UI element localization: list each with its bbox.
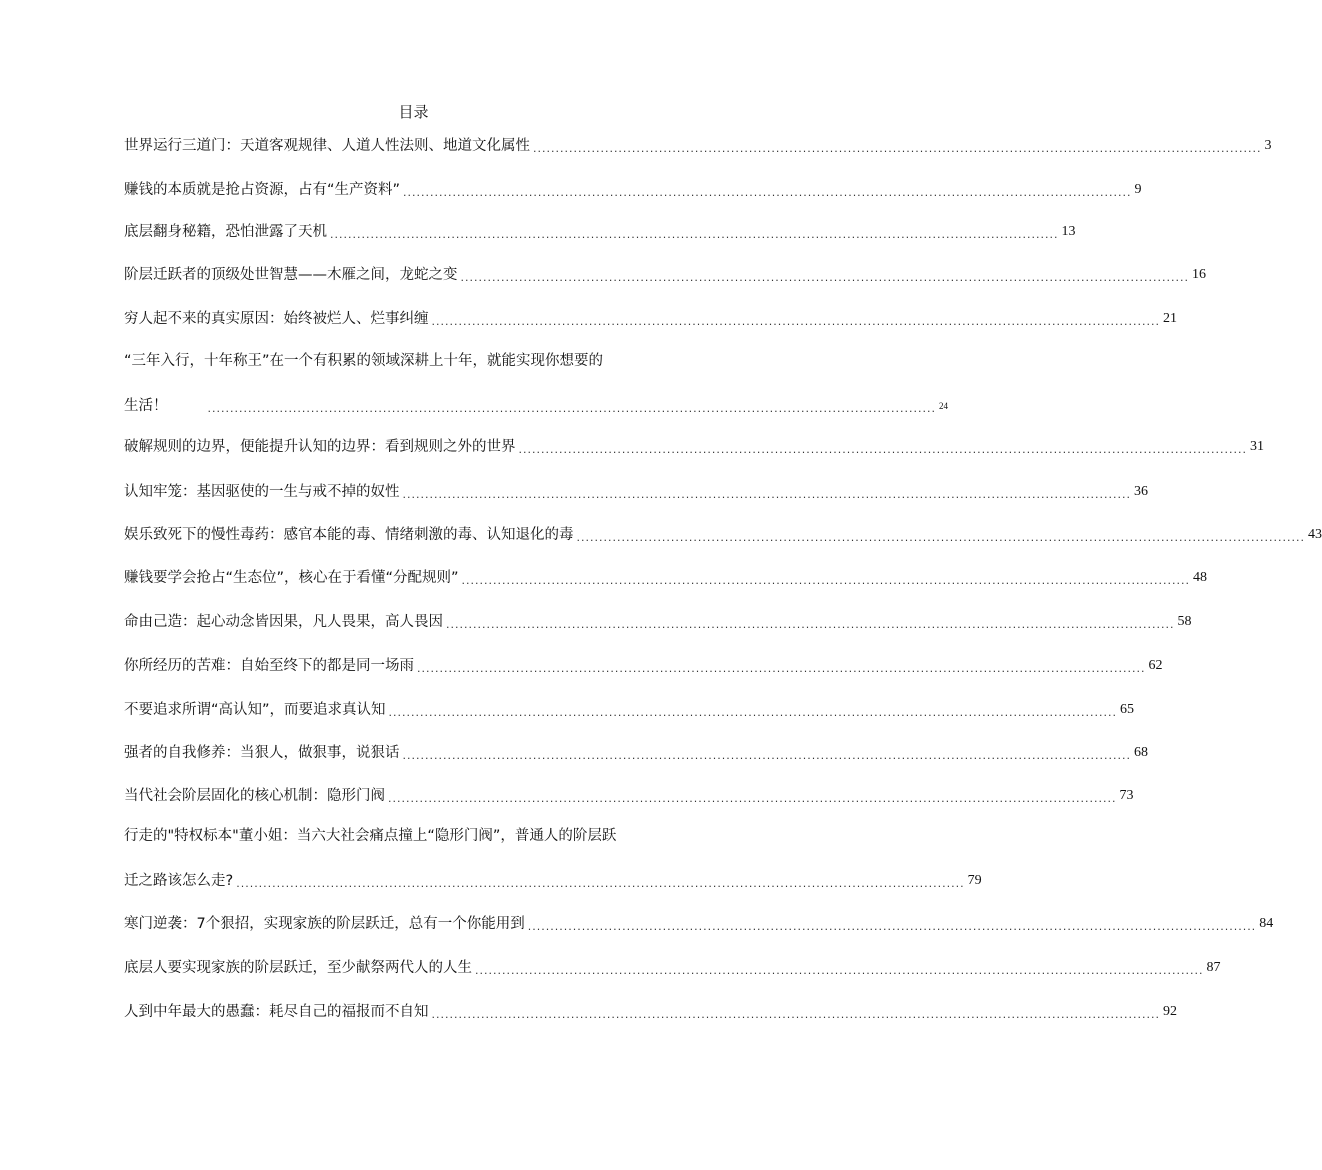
toc-entry[interactable] bbox=[124, 568, 1207, 588]
toc-entry-title: 强者的自我修养：当狠人，做狠事，说狠话 bbox=[124, 745, 400, 761]
toc-entry-title: 你所经历的苦难：自始至终下的都是同一场雨 bbox=[124, 658, 414, 674]
toc-entry-title: 阶层迁跃者的顶级处世智慧——木雁之间，龙蛇之变 bbox=[124, 267, 458, 283]
dot-leader: .................................................................................................................................................................. bbox=[527, 920, 1257, 933]
toc-entry-title: 生活！ bbox=[124, 398, 168, 414]
toc-entry-page: 79 bbox=[967, 873, 982, 888]
toc-entry[interactable] bbox=[124, 265, 1206, 285]
toc-entry-title-line1: 行走的"特权标本"董小姐：当六大社会痛点撞上“隐形门阀”，普通人的阶层跃 bbox=[124, 828, 617, 844]
toc-entry-page: 87 bbox=[1206, 960, 1221, 975]
toc-entry-page: 58 bbox=[1177, 614, 1192, 629]
toc-entry-title: 破解规则的边界，便能提升认知的边界：看到规则之外的世界 bbox=[124, 439, 516, 455]
toc-entry-page: 62 bbox=[1148, 658, 1163, 673]
toc-entry-title: 世界运行三道门：天道客观规律、人道人性法则、地道文化属性 bbox=[124, 138, 530, 154]
toc-entry-page: 3 bbox=[1264, 138, 1272, 153]
dot-leader: .................................................................................................................................................................. bbox=[402, 749, 1131, 762]
toc-entry-title: 认知牢笼：基因驱使的一生与戒不掉的奴性 bbox=[124, 484, 400, 500]
toc-entry-title: 底层翻身秘籍，恐怕泄露了天机 bbox=[124, 224, 327, 240]
dot-leader: .................................................................................................................................................................. bbox=[207, 402, 936, 415]
toc-entry-continued[interactable] bbox=[124, 871, 982, 891]
toc-entry-title: 不要追求所谓“高认知”，而要追求真认知 bbox=[124, 702, 386, 718]
toc-entry-page: 48 bbox=[1193, 570, 1207, 585]
dot-leader: .................................................................................................................................................................. bbox=[446, 618, 1175, 631]
toc-entry-page: 43 bbox=[1307, 527, 1322, 542]
toc-entry-page: 92 bbox=[1162, 1004, 1177, 1019]
toc-entry[interactable] bbox=[124, 826, 702, 846]
toc-entry-title: 赚钱要学会抢占“生态位”，核心在于看懂“分配规则” bbox=[124, 570, 459, 586]
toc-entry[interactable] bbox=[124, 914, 1274, 934]
toc-entry[interactable] bbox=[124, 612, 1192, 632]
toc-entry-title: 当代社会阶层固化的核心机制：隐形门阀 bbox=[124, 788, 385, 804]
toc-entry[interactable] bbox=[124, 700, 1134, 720]
toc-entry-title: 赚钱的本质就是抢占资源，占有“生产资料” bbox=[124, 182, 401, 198]
toc-entry[interactable] bbox=[124, 656, 1163, 676]
toc-entry-page: 21 bbox=[1162, 311, 1177, 326]
toc-entry-page: 24 bbox=[938, 401, 948, 411]
toc-entry-title: 娱乐致死下的慢性毒药：感官本能的毒、情绪刺激的毒、认知退化的毒 bbox=[124, 527, 574, 543]
dot-leader: .................................................................................................................................................................. bbox=[431, 315, 1160, 328]
toc-entry-title: 寒门逆袭：7个狠招，实现家族的阶层跃迁，总有一个你能用到 bbox=[124, 916, 525, 932]
dot-leader: .................................................................................................................................................................. bbox=[417, 662, 1146, 675]
dot-leader: .................................................................................................................................................................. bbox=[461, 574, 1190, 587]
dot-leader: .................................................................................................................................................................. bbox=[236, 877, 965, 890]
toc-entry-title-line1: “三年入行，十年称王”在一个有积累的领域深耕上十年，就能实现你想要的 bbox=[124, 353, 604, 369]
toc-entry[interactable] bbox=[124, 743, 1148, 763]
dot-leader: .................................................................................................................................................................. bbox=[533, 142, 1262, 155]
toc-entry[interactable] bbox=[124, 1002, 1177, 1022]
toc-entry[interactable] bbox=[124, 136, 1272, 156]
dot-leader: .................................................................................................................................................................. bbox=[576, 531, 1305, 544]
toc-entry-page: 65 bbox=[1119, 702, 1134, 717]
dot-leader: .................................................................................................................................................................. bbox=[403, 186, 1132, 199]
toc-entry[interactable] bbox=[124, 482, 1148, 502]
toc-entry-page: 73 bbox=[1119, 788, 1134, 803]
dot-leader: .................................................................................................................................................................. bbox=[388, 706, 1117, 719]
toc-entry-page: 36 bbox=[1133, 484, 1148, 499]
toc-entry-title: 穷人起不来的真实原因：始终被烂人、烂事纠缠 bbox=[124, 311, 429, 327]
dot-leader: .................................................................................................................................................................. bbox=[431, 1008, 1160, 1021]
dot-leader: .................................................................................................................................................................. bbox=[388, 792, 1117, 805]
toc-entry[interactable] bbox=[124, 437, 1264, 457]
dot-leader: .................................................................................................................................................................. bbox=[330, 228, 1059, 241]
toc-entry-title: 底层人要实现家族的阶层跃迁，至少献祭两代人的人生 bbox=[124, 960, 472, 976]
toc-entry-page: 16 bbox=[1191, 267, 1206, 282]
toc-entry[interactable] bbox=[124, 180, 1142, 200]
toc-entry-page: 31 bbox=[1249, 439, 1264, 454]
dot-leader: .................................................................................................................................................................. bbox=[475, 964, 1204, 977]
toc-entry-title: 命由己造：起心动念皆因果，凡人畏果，高人畏因 bbox=[124, 614, 443, 630]
toc-entry-page: 9 bbox=[1134, 182, 1142, 197]
toc-entry-page: 68 bbox=[1133, 745, 1148, 760]
toc-entry[interactable] bbox=[124, 525, 1322, 545]
toc-entry-continued[interactable] bbox=[124, 396, 948, 416]
toc-entry-page: 13 bbox=[1061, 224, 1076, 239]
dot-leader: .................................................................................................................................................................. bbox=[518, 443, 1247, 456]
toc-entry-page: 84 bbox=[1259, 916, 1274, 931]
dot-leader: .................................................................................................................................................................. bbox=[460, 271, 1189, 284]
toc-entry[interactable] bbox=[124, 351, 702, 371]
toc-entry[interactable] bbox=[124, 786, 1134, 806]
toc-title: 目录 bbox=[398, 103, 429, 121]
toc-entry[interactable] bbox=[124, 222, 1076, 242]
toc-entry[interactable] bbox=[124, 309, 1177, 329]
toc-entry-title: 人到中年最大的愚蠢：耗尽自己的福报而不自知 bbox=[124, 1004, 429, 1020]
toc-entry-title: 迁之路该怎么走? bbox=[124, 873, 234, 889]
dot-leader: .................................................................................................................................................................. bbox=[402, 488, 1131, 501]
toc-entry[interactable] bbox=[124, 958, 1221, 978]
